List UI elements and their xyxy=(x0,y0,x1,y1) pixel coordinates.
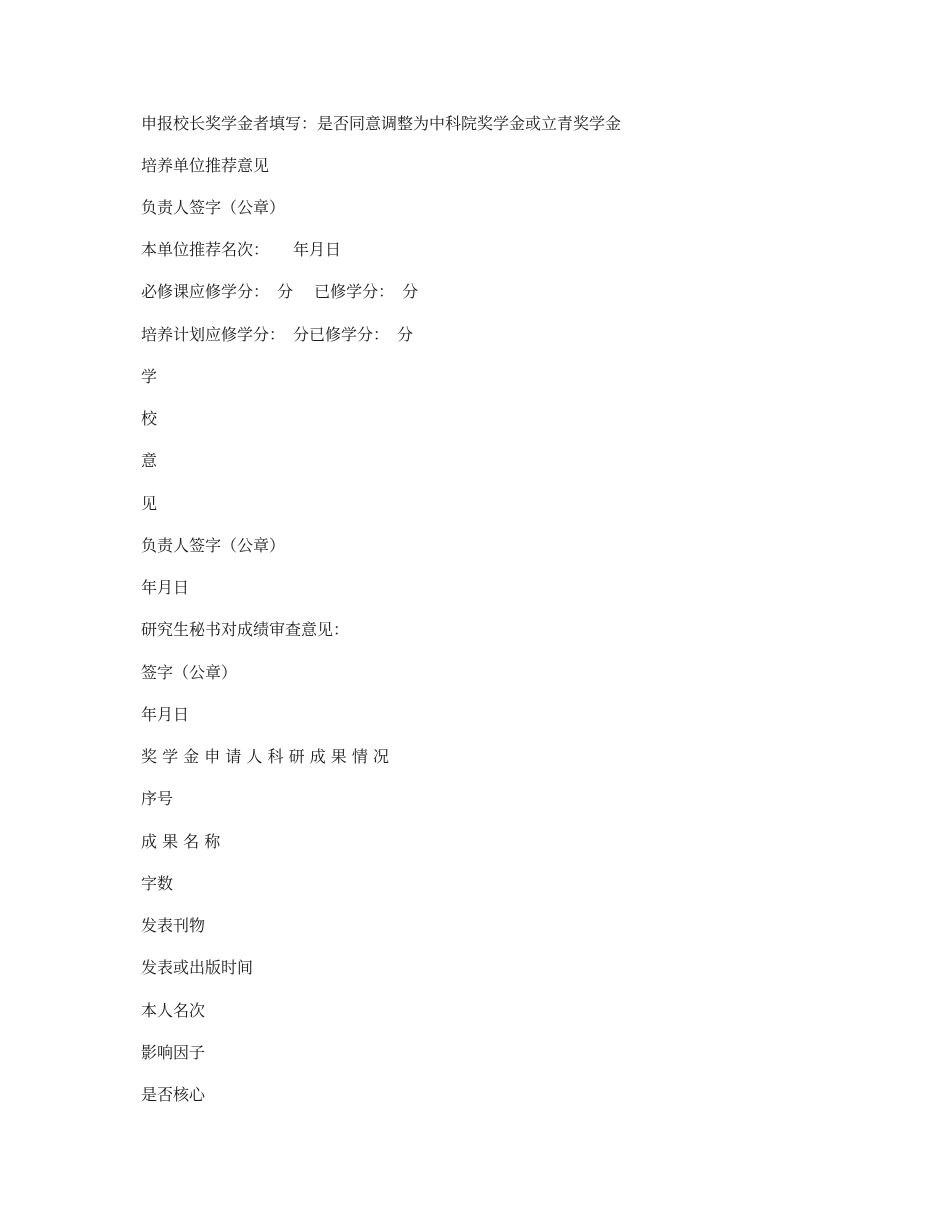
text-line-required-credits: 必修课应修学分： 分 已修学分： 分 xyxy=(141,282,419,301)
text-line-signature-seal: 负责人签字（公章） xyxy=(141,198,286,217)
text-line-col-index: 序号 xyxy=(141,789,174,808)
text-line-signature-seal-2: 负责人签字（公章） xyxy=(141,536,286,555)
text-line-unit-ranking-date: 本单位推荐名次： 年月日 xyxy=(141,240,342,259)
text-line-col-journal: 发表刊物 xyxy=(141,916,206,935)
text-line-secretary-review: 研究生秘书对成绩审查意见： xyxy=(141,620,350,639)
text-line-signature-seal-3: 签字（公章） xyxy=(141,663,238,682)
text-line-school-char-3: 意 xyxy=(141,451,158,470)
text-line-date-1: 年月日 xyxy=(141,578,190,597)
text-line-unit-recommendation: 培养单位推荐意见 xyxy=(141,156,270,175)
text-line-school-char-1: 学 xyxy=(141,367,158,386)
text-line-research-results-title: 奖 学 金 申 请 人 科 研 成 果 情 况 xyxy=(141,747,389,766)
text-line-col-word-count: 字数 xyxy=(141,874,174,893)
text-line-school-char-4: 见 xyxy=(141,494,158,513)
text-line-col-publish-time: 发表或出版时间 xyxy=(141,958,254,977)
text-line-col-core-journal: 是否核心 xyxy=(141,1085,206,1104)
text-line-col-result-name: 成 果 名 称 xyxy=(141,832,221,851)
text-line-col-author-rank: 本人名次 xyxy=(141,1001,206,1020)
text-line-col-impact-factor: 影响因子 xyxy=(141,1043,206,1062)
text-line-application-note: 申报校长奖学金者填写：是否同意调整为中科院奖学金或立青奖学金 xyxy=(141,114,622,133)
text-line-date-2: 年月日 xyxy=(141,705,190,724)
text-line-school-char-2: 校 xyxy=(141,409,158,428)
text-line-plan-credits: 培养计划应修学分： 分已修学分： 分 xyxy=(141,325,414,344)
